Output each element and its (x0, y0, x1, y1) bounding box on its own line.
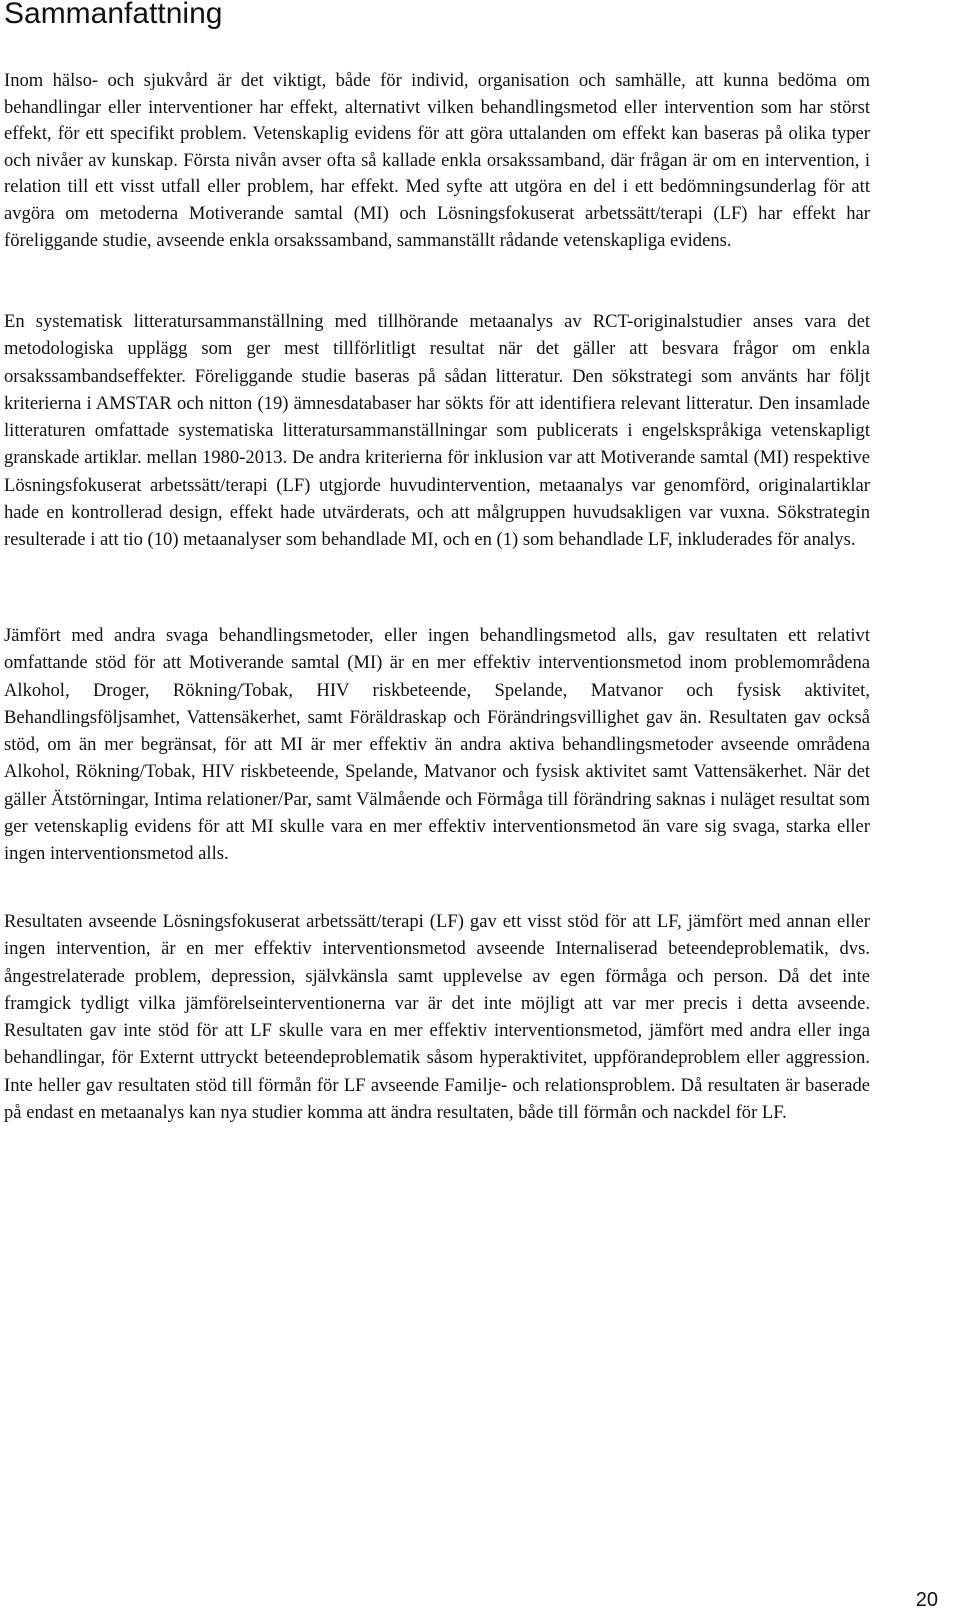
summary-paragraph-4: Resultaten avseende Lösningsfokuserat arbetssätt/terapi (LF) gav ett visst stöd för att LF, jämfört med annan eller ingen intervention, är en mer effektiv interventionsmetod avseende Internaliserad beteendeproblematik, dvs. ångestrelaterade problem, depression, självkänsla samt upplevelse av egen förmåga och person. Då det inte framgick tydligt vilka jämförelseinterventionerna var är det inte möjligt att var mer precis i detta avseende. Resultaten gav inte stöd för att LF skulle vara en mer effektiv interventionsmetod, jämfört med andra eller inga behandlingar, för Externt uttryckt beteendeproblematik såsom hyperaktivitet, uppförandeproblem eller aggression. Inte heller gav resultaten stöd till förmån för LF avseende Familje- och relationsproblem. Då resultaten är baserade på endast en metaanalys kan nya studier komma att ändra resultaten, både till förmån och nackdel för LF. (4, 911, 870, 1124)
summary-paragraph-1: Inom hälso- och sjukvård är det viktigt, både för individ, organisation och samhälle, att kunna bedöma om behandlingar eller interventioner har effekt, alternativt vilken behandlingsmetod eller intervention som har störst effekt, för ett specifikt problem. Vetenskaplig evidens för att göra uttalanden om effekt kan baseras på olika typer och nivåer av kunskap. Första nivån avser ofta så kallade enkla orsakssamband, där frågan är om en intervention, i relation till ett visst utfall eller problem, har effekt. Med syfte att utgöra en del i ett bedömningsunderlag för att avgöra om metoderna Motiverande samtal (MI) och Lösningsfokuserat arbetssätt/terapi (LF) har effekt har föreliggande studie, avseende enkla orsakssamband, sammanställt rådande vetenskapliga evidens. (4, 70, 870, 251)
summary-paragraph-2: En systematisk litteratursammanställning med tillhörande metaanalys av RCT-originalstudier anses vara det metodologiska upplägg som ger mest tillförlitligt resultat när det gäller att besvara frågor om enkla orsakssambandseffekter. Föreliggande studie baseras på sådan litteratur. Den sökstrategi som använts har följt kriterierna i AMSTAR och nitton (19) ämnesdatabaser har sökts för att identifiera relevant litteratur. Den insamlade litteraturen omfattade systematiska litteratursammanställningar som publicerats i engelskspråkiga vetenskapligt granskade artiklar. mellan 1980-2013. De andra kriterierna för inklusion var att Motiverande samtal (MI) respektive Lösningsfokuserat arbetssätt/terapi (LF) utgjorde huvudintervention, metaanalys var genomförd, originalartiklar hade en kontrollerad design, effekt hade utvärderats, och att målgruppen huvudsakligen var vuxna. Sökstrategin resulterade i att tio (10) metaanalyser som behandlade MI, och en (1) som behandlade LF, inkluderades för analys. (4, 311, 870, 551)
page-title: Sammanfattning (4, 0, 223, 30)
summary-paragraph-3: Jämfört med andra svaga behandlingsmetoder, eller ingen behandlingsmetod alls, gav resultaten ett relativt omfattande stöd för att Motiverande samtal (MI) är en mer effektiv interventionsmetod inom problemområdena Alkohol, Droger, Rökning/Tobak, HIV riskbeteende, Spelande, Matvanor och fysisk aktivitet, Behandlingsföljsamhet, Vattensäkerhet, samt Föräldraskap och Förändringsvillighet gav än. Resultaten gav också stöd, om än mer begränsat, för att MI är mer effektiv än andra aktiva behandlingsmetoder avseende områdena Alkohol, Rökning/Tobak, HIV riskbeteende, Spelande, Matvanor och fysisk aktivitet samt Vattensäkerhet. När det gäller Ätstörningar, Intima relationer/Par, samt Välmående och Förmåga till förändring saknas i nuläget resultat som ger vetenskaplig evidens för att MI skulle vara en mer effektiv interventionsmetod än vare sig svaga, starka eller ingen interventionsmetod alls. (4, 625, 870, 865)
page-number: 20 (915, 1589, 938, 1611)
